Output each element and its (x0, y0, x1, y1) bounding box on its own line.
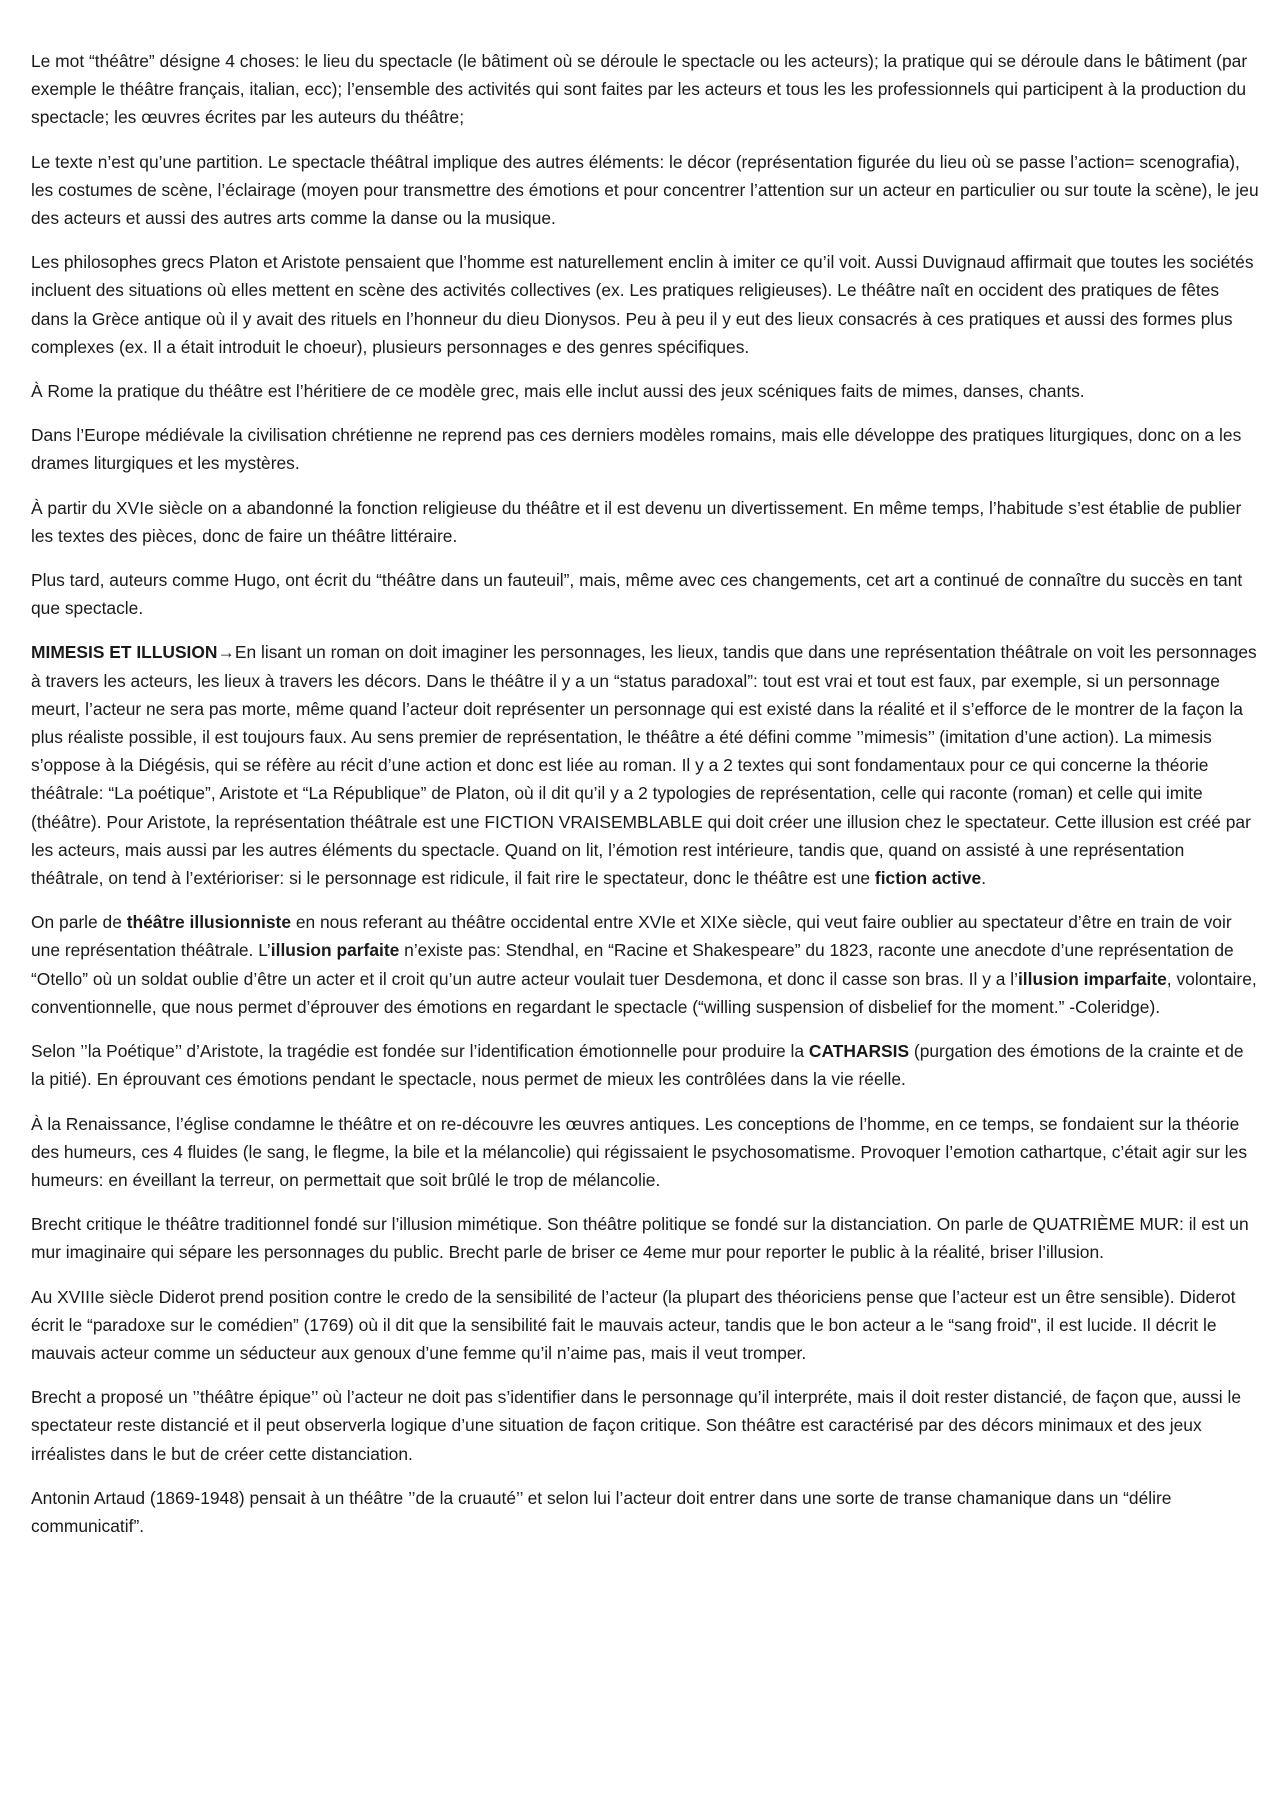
heading-mimesis-illusion: MIMESIS ET ILLUSION (31, 642, 218, 663)
text-run: À Rome la pratique du théâtre est l’héritiere de ce modèle grec, mais elle inclut aussi des jeux scéniques faits de mimes, danses, chants. (31, 381, 1085, 402)
text-run: Selon ’’la Poétique’’ d’Aristote, la tragédie est fondée sur l’identification émotionnelle pour produire la (31, 1041, 809, 1062)
text-run: , volontaire, conventionnelle, que nous permet d’éprouver des émotions en regardant le spectacle (“willing suspension of disbelief for the moment.” -Coleridge). (31, 968, 1257, 1017)
bold-term-illusion-imparfaite: illusion imparfaite (1017, 968, 1167, 989)
text-run: On parle de (31, 912, 127, 933)
paragraph-rome (31, 377, 1261, 405)
paragraph-text-partition (31, 148, 1261, 233)
paragraph-mimesis-illusion (31, 638, 1261, 892)
document-page (31, 47, 1261, 1556)
text-run: en nous referant au théâtre occidental entre XVIe et XIXe siècle, qui veut faire oublier au spectateur d’être en train de voir une représentation théâtrale. L’ (31, 912, 1232, 961)
paragraph-greek-origins (31, 248, 1261, 361)
text-run: Les philosophes grecs Platon et Aristote pensaient que l’homme est naturellement enclin à imiter ce qu’il voit. Aussi Duvignaud affirmait que toutes les sociétés incluent des situations où elles mettent en scène des activités collectives (ex. Les pratiques religieuses). Le théâtre naît en occident des pratiques de fêtes dans la Grèce antique où il y avait des rituels en l’honneur du dieu Dionysos. Peu à peu il y eut des lieux consacrés à ces pratiques et aussi des formes plus complexes (ex. Il a était introduit le choeur), plusieurs personnages e des genres spécifiques. (31, 252, 1254, 357)
bold-term-fiction-active: fiction active (874, 868, 982, 889)
text-run: Plus tard, auteurs comme Hugo, ont écrit du “théâtre dans un fauteuil”, mais, même avec ces changements, cet art a continué de connaître du succès en tant que spectacle. (31, 570, 1243, 619)
paragraph-brecht-epic-theatre (31, 1383, 1261, 1468)
text-run: n’existe pas: Stendhal, en “Racine et Shakespeare” du 1823, raconte une anecdote d’une représentation de “Otello” où un soldat oublie d’être un acter et il croit qu’un autre acteur voulait tuer Desdemona, et donc il casse son bras. Il y a l’ (31, 940, 1234, 989)
paragraph-renaissance (31, 1110, 1261, 1195)
paragraph-medieval-europe (31, 421, 1261, 477)
text-run: →En lisant un roman on doit imaginer les personnages, les lieux, tandis que dans une représentation théâtrale on voit les personnages à travers les acteurs, les lieux à travers les décors. Dans le théâtre il y a un “status paradoxal”: tout est vrai et tout est faux, par exemple, si un personnage meurt, l’acteur ne sera pas morte, même quand l’acteur doit représenter un personnage qui est existé dans la réalité et il s’efforce de le montrer de la façon la plus réaliste possible, il est toujours faux. Au sens premier de représentation, le théâtre a été défini comme ’’mimesis’’ (imitation d’une action). La mimesis s’oppose à la Diégésis, qui se réfère au récit d’une action et donc est liée au roman. Il y a 2 textes qui sont fondamentaux pour ce qui concerne la théorie théâtrale: “La poétique”, Aristote et “La République” de Platon, où il dit qu’il y a 2 typologies de représentation, celle qui raconte (roman) et celle qui imite (théâtre). Pour Aristote, la représentation théâtrale est une FICTION VRAISEMBLABLE qui doit créer une illusion chez le spectateur. Cette illusion est créé par les acteurs, mais aussi par les autres éléments du spectacle. Quand on lit, l’émotion rest intérieure, tandis que, quand on assisté à une représentation théâtrale, on tend à l’extérioriser: si le personnage est ridicule, il fait rire le spectateur, donc le théâtre est une (31, 642, 1257, 889)
paragraph-theatre-illusionniste (31, 908, 1261, 1021)
text-run: Le mot “théâtre” désigne 4 choses: le lieu du spectacle (le bâtiment où se déroule le spectacle ou les acteurs); la pratique qui se déroule dans le bâtiment (par exemple le théâtre français, italian, ecc); l’ensemble des activités qui sont faites par les acteurs et tous les les professionnels qui participent à la production du spectacle; les œuvres écrites par les auteurs du théâtre; (31, 51, 1248, 128)
bold-term-theatre-illusionniste: théâtre illusionniste (126, 912, 291, 933)
text-run: Dans l’Europe médiévale la civilisation chrétienne ne reprend pas ces derniers modèles romains, mais elle développe des pratiques liturgiques, donc on a les drames liturgiques et les mystères. (31, 425, 1242, 474)
paragraph-hugo (31, 566, 1261, 622)
paragraph-artaud (31, 1484, 1261, 1540)
text-run: Brecht critique le théâtre traditionnel fondé sur l’illusion mimétique. Son théâtre politique se fondé sur la distanciation. On parle de QUATRIÈME MUR: il est un mur imaginaire qui sépare les personnages du public. Brecht parle de briser ce 4eme mur pour reporter le public à la réalité, briser l’illusion. (31, 1214, 1249, 1263)
text-run: À partir du XVIe siècle on a abandonné la fonction religieuse du théâtre et il est devenu un divertissement. En même temps, l’habitude s’est établie de publier les textes des pièces, donc de faire un théâtre littéraire. (31, 497, 1242, 546)
text-run: Brecht a proposé un ’’théâtre épique’’ où l’acteur ne doit pas s’identifier dans le personnage qu’il interpréte, mais il doit rester distancié, de façon que, aussi le spectateur reste distancié et il peut observerla logique d’une situation de façon critique. Son théâtre est caractérisé par des décors minimaux et des jeux irréalistes dans le but de créer cette distanciation. (31, 1387, 1242, 1464)
bold-term-illusion-parfaite: illusion parfaite (270, 940, 400, 961)
paragraph-catharsis (31, 1037, 1261, 1093)
text-run: Antonin Artaud (1869-1948) pensait à un théâtre ’’de la cruauté’’ et selon lui l’acteur doit entrer dans une sorte de transe chamanique dans un “délire communicatif”. (31, 1487, 1172, 1536)
paragraph-sixteenth-century (31, 494, 1261, 550)
text-run: Le texte n’est qu’une partition. Le spectacle théâtral implique des autres éléments: le décor (représentation figurée du lieu où se passe l’action= scenografia), les costumes de scène, l’éclairage (moyen pour transmettre des émotions et pour concentrer l’attention sur un acteur en particulier ou sur toute la scène), le jeu des acteurs et aussi des autres arts comme la danse ou la musique. (31, 151, 1259, 229)
text-run: . (981, 868, 987, 889)
text-run: (purgation des émotions de la crainte et de la pitié). En éprouvant ces émotions pendant le spectacle, nous permet de mieux les contrôlées dans la vie réelle. (31, 1041, 1244, 1090)
bold-term-catharsis: CATHARSIS (808, 1041, 910, 1062)
text-run: À la Renaissance, l’église condamne le théâtre et on re-découvre les œuvres antiques. Les conceptions de l’homme, en ce temps, se fondaient sur la théorie des humeurs, ces 4 fluides (le sang, le flegme, la bile et la mélancolie) qui régissaient le psychosomatisme. Provoquer l’emotion cathartque, c’était agir sur les humeurs: en éveillant la terreur, on permettait que soit brûlé le trop de mélancolie. (31, 1113, 1248, 1190)
paragraph-diderot (31, 1283, 1261, 1368)
paragraph-brecht-fourth-wall (31, 1210, 1261, 1266)
paragraph-theatre-definition (31, 47, 1261, 132)
text-run: Au XVIIIe siècle Diderot prend position contre le credo de la sensibilité de l’acteur (la plupart des théoriciens pense que l’acteur est un être sensible). Diderot écrit le “paradoxe sur le comédien” (1769) où il dit que la sensibilité fait le mauvais acteur, tandis que le bon acteur a le “sang froid", il est lucide. Il décrit le mauvais acteur comme un séducteur aux genoux d’une femme qu’il n’aime pas, mais il veut tromper. (31, 1286, 1236, 1363)
